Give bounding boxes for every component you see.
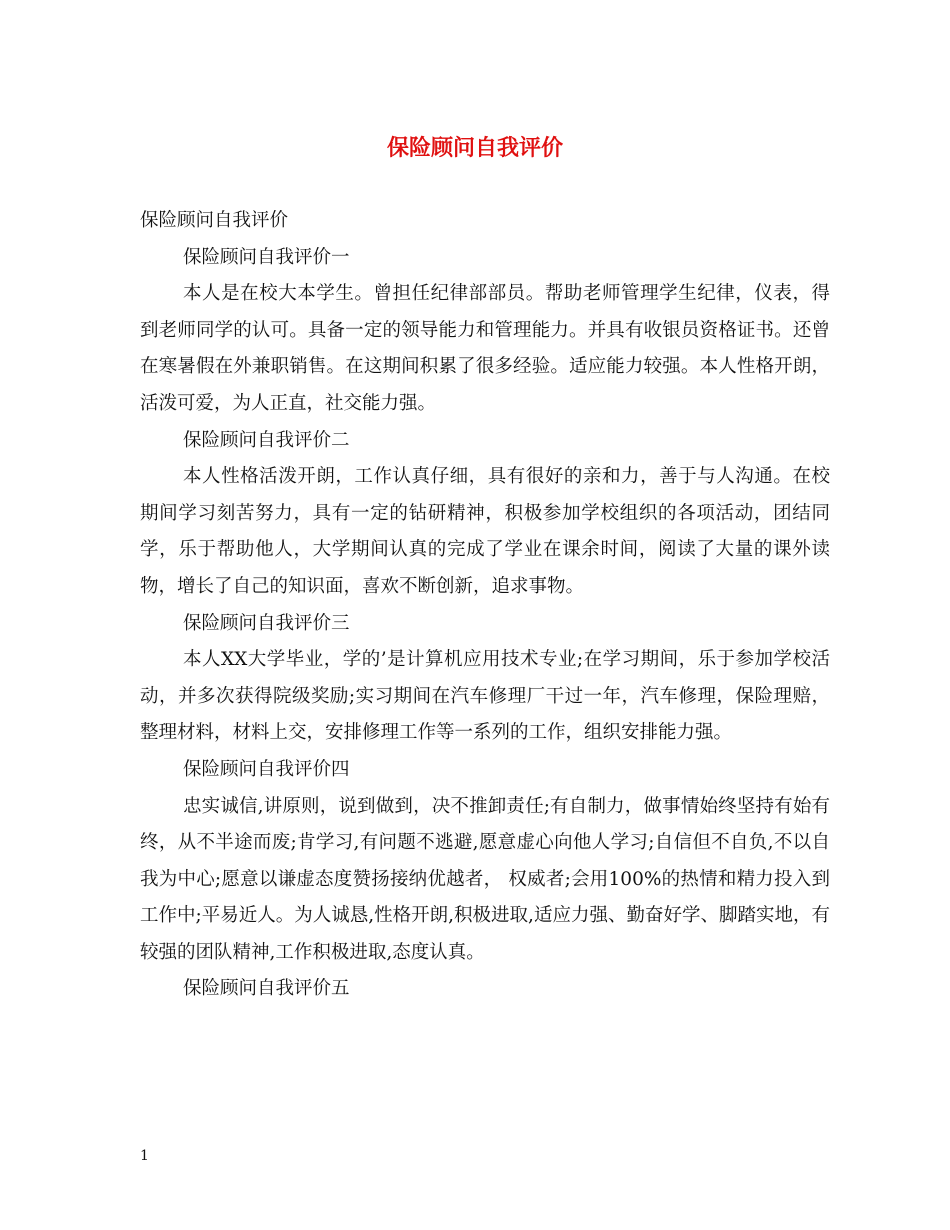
body-paragraph: 本人性格活泼开朗，工作认真仔细，具有很好的亲和力，善于与人沟通。在校期间学习刻苦努力，具有一定的钻研精神，积极参加学校组织的各项活动，团结同学，乐于帮助他人，大学期间认真的完成了学业在课余时间，阅读了大量的课外读物，增长了自己的知识面，喜欢不断创新，追求事物。 <box>140 466 830 597</box>
section-heading: 保险顾问自我评价五 <box>183 978 350 1000</box>
section-heading: 保险顾问自我评价三 <box>183 612 350 634</box>
document-heading-line: 保险顾问自我评价 <box>140 210 289 231</box>
section-heading: 保险顾问自我评价一 <box>183 246 350 268</box>
section-heading: 保险顾问自我评价二 <box>183 429 350 451</box>
body-paragraph: 忠实诚信,讲原则，说到做到，决不推卸责任;有自制力，做事情始终坚持有始有终，从不半途而废;肯学习,有问题不逃避,愿意虚心向他人学习;自信但不自负,不以自我为中心;愿意以谦虚态度赞扬接纳优越者， 权威者;会用100%的热情和精力投入到工作中;平易近人。为人诚恳,性格开朗,积极进取,适应力强、勤奋好学、脚踏实地，有较强的团队精神,工作积极进取,态度认真。 <box>140 795 830 963</box>
section-heading: 保险顾问自我评价四 <box>183 758 350 780</box>
body-paragraph: 本人XX大学毕业，学的’是计算机应用技术专业;在学习期间，乐于参加学校活动，并多次获得院级奖励;实习期间在汽车修理厂干过一年，汽车修理，保险理赔，整理材料，材料上交，安排修理工作等一系列的工作，组织安排能力强。 <box>140 649 830 744</box>
body-paragraph: 本人是在校大本学生。曾担任纪律部部员。帮助老师管理学生纪律，仪表，得到老师同学的认可。具备一定的领导能力和管理能力。并具有收银员资格证书。还曾在寒暑假在外兼职销售。在这期间积累了很多经验。适应能力较强。本人性格开朗，活泼可爱，为人正直，社交能力强。 <box>140 283 830 414</box>
document-title: 保险顾问自我评价 <box>386 135 563 161</box>
page-number: 1 <box>140 1148 149 1164</box>
document-body <box>140 203 830 1008</box>
